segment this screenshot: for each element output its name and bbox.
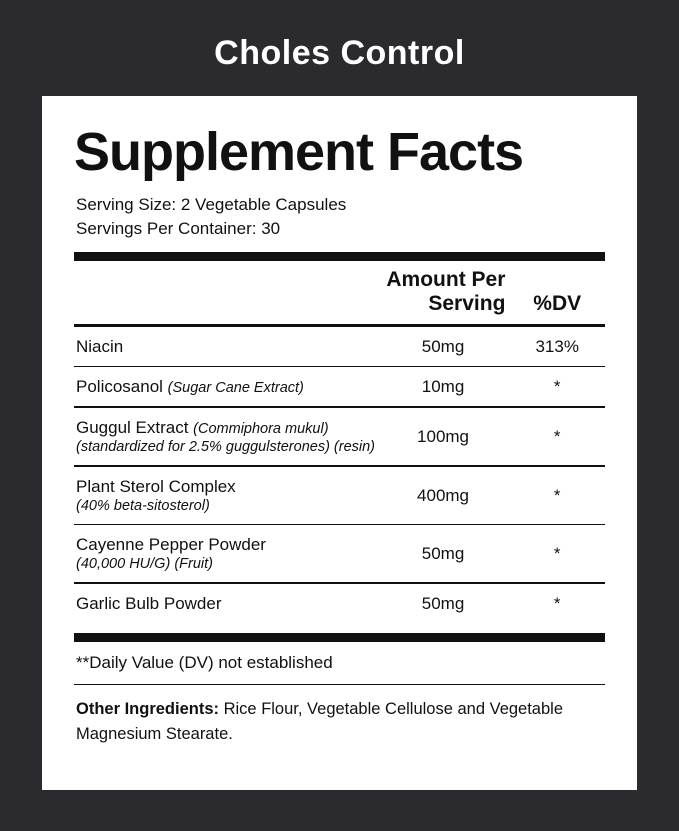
- row-amount: 50mg: [421, 593, 465, 613]
- row-name-sub: (40% beta-sitosterol): [76, 497, 210, 514]
- supplement-facts-heading: Supplement Facts: [74, 122, 524, 182]
- row-name: [74, 367, 377, 406]
- row-name: [74, 467, 377, 524]
- row-name: [74, 408, 377, 465]
- supplement-facts-panel: [42, 96, 637, 790]
- row-dv: *: [553, 485, 561, 505]
- nutrition-rows: [74, 408, 605, 465]
- row-name: [74, 584, 377, 623]
- table-row: [74, 367, 605, 406]
- row-dv: *: [553, 544, 561, 564]
- row-name-text: Policosanol: [76, 377, 168, 397]
- row-name: [74, 327, 377, 366]
- nutrition-table: [74, 261, 605, 324]
- page-title: Choles Control: [214, 34, 465, 72]
- other-ingredients-label: Other Ingredients:: [76, 700, 220, 719]
- row-dv: *: [553, 593, 561, 613]
- other-ingredients-text: Rice Flour, Vegetable Cellulose and Vegetable Magnesium Stearate.: [76, 700, 564, 744]
- row-name-text: Garlic Bulb Powder: [76, 593, 222, 613]
- nutrition-rows: [74, 584, 605, 623]
- table-row: [74, 467, 605, 524]
- row-amount: 50mg: [421, 544, 465, 564]
- daily-value-footnote: **Daily Value (DV) not established: [76, 652, 333, 672]
- row-name-sub: (standardized for 2.5% guggulsterones) (resin): [76, 438, 376, 455]
- table-row: [74, 327, 605, 366]
- row-name-text: Cayenne Pepper Powder: [76, 535, 266, 555]
- row-amount: 50mg: [421, 336, 465, 356]
- row-dv: 313%: [535, 336, 579, 356]
- nutrition-rows: [74, 367, 605, 406]
- nutrition-rows: [74, 327, 605, 366]
- row-dv: *: [553, 427, 561, 447]
- row-name-text: Niacin: [76, 336, 124, 356]
- table-header-row: [74, 261, 605, 324]
- servings-per-container-line: Servings Per Container: 30: [76, 219, 281, 239]
- row-amount: 10mg: [421, 377, 465, 397]
- serving-size-line: Serving Size: 2 Vegetable Capsules: [76, 194, 347, 214]
- row-dv: *: [553, 377, 561, 397]
- row-name-sub: (40,000 HU/G) (Fruit): [76, 556, 213, 573]
- row-name: [74, 525, 377, 582]
- row-amount: 100mg: [417, 427, 470, 447]
- header-amount-per-serving: Amount Per Serving: [386, 267, 506, 315]
- table-row: [74, 525, 605, 582]
- nutrition-rows: [74, 525, 605, 582]
- row-name-text: Guggul Extract: [76, 417, 194, 437]
- table-row: [74, 584, 605, 623]
- row-name-text: Plant Sterol Complex: [76, 476, 236, 496]
- row-name-inline-sub: (Commiphora mukul): [193, 420, 329, 437]
- divider-thick-bottom: [74, 633, 605, 642]
- divider-thick-top: [74, 252, 605, 261]
- row-name-inline-sub: (Sugar Cane Extract): [167, 380, 304, 397]
- header-percent-dv: %DV: [533, 291, 582, 315]
- header-blank: [74, 261, 377, 324]
- nutrition-rows: [74, 467, 605, 524]
- other-ingredients: [74, 685, 605, 747]
- table-row: [74, 408, 605, 465]
- row-amount: 400mg: [417, 485, 470, 505]
